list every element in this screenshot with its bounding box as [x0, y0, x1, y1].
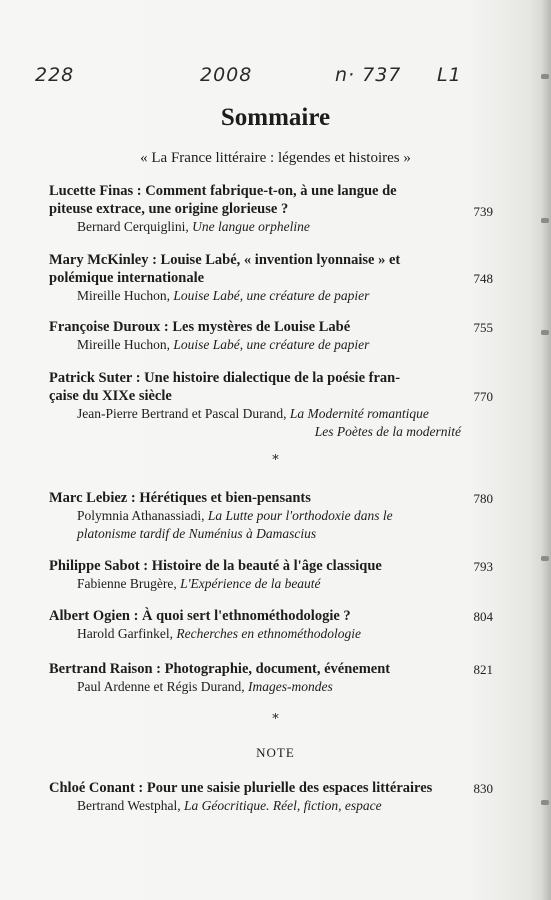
section-subtitle: « La France littéraire : légendes et histoires » — [140, 150, 411, 166]
reviewed-work: Fabienne Brugère, L'Expérience de la beauté — [77, 576, 321, 591]
handwritten-issue-number: n· 737 — [335, 64, 402, 86]
section-separator: * — [272, 453, 279, 468]
binding-mark — [541, 218, 549, 223]
toc-entry[interactable] — [49, 489, 493, 543]
toc-entry[interactable] — [49, 369, 493, 441]
page-number: 804 — [473, 609, 493, 624]
handwritten-year: 2008 — [200, 64, 253, 86]
page-number: 830 — [473, 781, 493, 796]
page-number: 780 — [473, 491, 493, 506]
entry-heading: Philippe Sabot : Histoire de la beauté à l'âge classique — [49, 558, 382, 574]
reviewed-work: Paul Ardenne et Régis Durand, Images-mondes — [77, 679, 333, 694]
page-number: 770 — [473, 389, 493, 404]
toc-entry[interactable] — [49, 607, 493, 643]
reviewed-work: Mireille Huchon, Louise Labé, une créature de papier — [77, 288, 370, 303]
section-separator: * — [272, 712, 279, 727]
reviewed-work: Bernard Cerquiglini, Une langue orpheline — [77, 219, 310, 234]
binding-mark — [541, 556, 549, 561]
toc-entry[interactable] — [49, 660, 493, 696]
entry-heading: Françoise Duroux : Les mystères de Louise Labé — [49, 319, 351, 335]
binding-mark — [541, 330, 549, 335]
page-number: 821 — [473, 662, 493, 677]
entry-heading: Bertrand Raison : Photographie, document, événement — [49, 661, 391, 677]
page-title: Sommaire — [220, 104, 331, 131]
reviewed-work-2: platonisme tardif de Numénius à Damascius — [77, 526, 317, 541]
entry-heading: çaise du XIXe siècle — [49, 388, 172, 404]
reviewed-work: Bertrand Westphal, La Géocritique. Réel, fiction, espace — [77, 798, 382, 813]
toc-entry[interactable] — [49, 182, 493, 236]
entry-heading: piteuse extrace, une origine glorieuse ? — [49, 201, 289, 217]
toc-entry[interactable] — [49, 318, 493, 354]
toc-entry[interactable] — [49, 779, 493, 815]
toc-entry[interactable] — [49, 251, 493, 305]
entry-heading: polémique internationale — [49, 270, 205, 286]
page-number: 748 — [473, 271, 493, 286]
toc-entry[interactable] — [49, 557, 493, 593]
entry-heading: Marc Lebiez : Hérétiques et bien-pensants — [49, 490, 311, 506]
page-number: 739 — [473, 204, 493, 219]
entry-heading: Chloé Conant : Pour une saisie plurielle des espaces littéraires — [49, 780, 433, 796]
entry-heading: Lucette Finas : Comment fabrique-t-on, à une langue de — [49, 183, 397, 199]
handwritten-page-number: 228 — [35, 64, 75, 86]
entry-heading: Mary McKinley : Louise Labé, « invention lyonnaise » et — [49, 252, 401, 268]
page-edge-shadow — [541, 0, 551, 900]
section-heading-note: NOTE — [256, 745, 295, 760]
binding-mark — [541, 800, 549, 805]
entry-heading: Patrick Suter : Une histoire dialectique de la poésie fran- — [49, 370, 401, 386]
page-number: 755 — [473, 320, 493, 335]
reviewed-work: Polymnia Athanassiadi, La Lutte pour l'orthodoxie dans le — [77, 508, 393, 523]
reviewed-work: Mireille Huchon, Louise Labé, une créature de papier — [77, 337, 370, 352]
reviewed-work: Jean-Pierre Bertrand et Pascal Durand, La Modernité romantique — [77, 406, 429, 421]
reviewed-work: Harold Garfinkel, Recherches en ethnométhodologie — [77, 626, 362, 641]
reviewed-work-2: Les Poètes de la modernité — [314, 424, 461, 439]
handwritten-mark: L1 — [437, 64, 462, 86]
entry-heading: Albert Ogien : À quoi sert l'ethnométhodologie ? — [49, 608, 351, 624]
binding-mark — [541, 74, 549, 79]
page-number: 793 — [473, 559, 493, 574]
